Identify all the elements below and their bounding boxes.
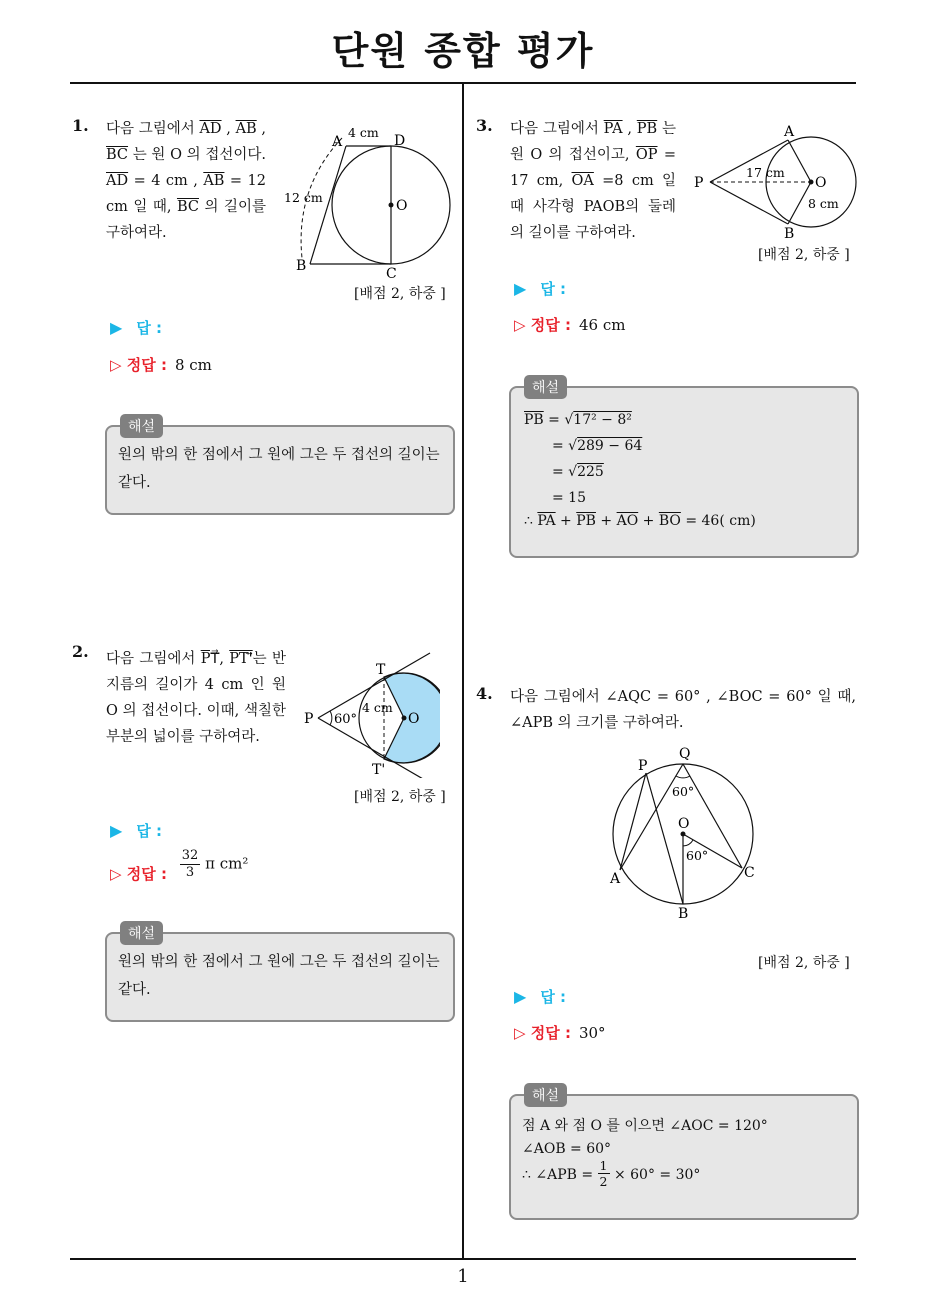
q4-label-b: B [678, 906, 689, 922]
q1-explain-tag: 해설 [120, 414, 163, 438]
q2-correct-label: ▷ 정답 : [110, 864, 167, 883]
q1-answer-label: 답 : [136, 319, 163, 337]
q3-answer-line [514, 278, 566, 299]
outline-triangle-icon: ▷ [110, 356, 127, 374]
q2-text: 다음 그림에서 $\overline{PT}⃗$, PT'⃗는 반지름의 길이가 4 cm 인 원 O 의 접선이다. 이때, 색칠한 부분의 넓이를 구하여라. [106, 651, 287, 745]
page-number: 1 [457, 1266, 469, 1287]
q4-figure [600, 740, 770, 925]
q3-score: [배점 2, 하중 ] [758, 247, 850, 263]
q4-answer-label: 답 : [540, 988, 567, 1006]
q3-label-ob: 8 cm [808, 196, 839, 211]
triangle-icon: ▶ [110, 821, 123, 840]
q1-figure [280, 118, 460, 283]
q1-score: [배점 2, 하중 ] [354, 286, 446, 302]
q4-score: [배점 2, 하중 ] [758, 955, 850, 971]
q4-explain-frac-num: 1 [599, 1158, 608, 1173]
q4-explain-box [509, 1094, 859, 1220]
triangle-icon: ▶ [514, 987, 527, 1006]
outline-triangle-icon: ▷ [514, 316, 531, 334]
q3-label-p: P [694, 175, 704, 191]
q4-explain-line-1: 점 A 와 점 O 를 이으면 ∠AOC = 120° [522, 1118, 768, 1134]
q2-explain-tag: 해설 [120, 921, 163, 945]
triangle-icon: ▶ [514, 279, 527, 298]
q1-label-ad: 4 cm [348, 125, 379, 140]
q3-text: 다음 그림에서 $\overline{PA}$ , $\overline{PB}$ 는 원 O 의 접선이고, $\overline{OP} = 17$ cm, $\overline{OA} =8$ cm 일 때 사각형 PAOB의 둘레의 길이를 구하여라. [510, 121, 677, 241]
outline-triangle-icon: ▷ [514, 1024, 531, 1042]
page-title: 단원 종합 평가 [331, 29, 595, 73]
q4-label-angle-q: 60° [672, 784, 695, 799]
q4-label-a: A [610, 871, 621, 887]
q4-correct-label: ▷ 정답 : [514, 1024, 571, 1042]
q2-correct-line [110, 848, 248, 881]
q1-label-c: C [386, 266, 397, 282]
q1-number: 1. [72, 116, 89, 135]
q3-number: 3. [476, 116, 493, 135]
q3-correct-label: ▷ 정답 : [514, 316, 571, 334]
q2-label-angle: 60° [334, 712, 358, 727]
q1-label-b: B [296, 258, 307, 274]
q1-label-o: O [396, 198, 408, 214]
q2-answer-line [110, 820, 162, 841]
q1-label-ab: 12 cm [284, 190, 323, 205]
q4-explain-tag: 해설 [524, 1083, 567, 1107]
q2-explain-text: 원의 밖의 한 점에서 그 원에 그은 두 접선의 길이는 같다. [118, 954, 440, 998]
q1-explain-text: 원의 밖의 한 점에서 그 원에 그은 두 접선의 길이는 같다. [118, 447, 440, 491]
q3-explain-line-4: = 15 [552, 490, 586, 506]
q4-explain-line-3 [522, 1158, 700, 1189]
q1-label-a: A [332, 134, 343, 150]
q4-label-q: Q [679, 746, 691, 762]
q1-label-d: D [394, 133, 406, 149]
q3-label-a: A [784, 124, 795, 140]
q3-correct-value: 46 cm [578, 316, 626, 334]
q3-explain-line-2: = √289 − 64 [552, 438, 643, 454]
q2-score: [배점 2, 하중 ] [354, 789, 446, 805]
bottom-rule [70, 1258, 856, 1260]
q4-text: 다음 그림에서 ∠AQC = 60° , ∠BOC = 60° 일 때, ∠APB 의 크기를 구하여라. [510, 689, 856, 731]
q2-figure [300, 648, 440, 778]
q3-explain-line-3: = √225 [552, 464, 604, 480]
q4-explain-line-3-pre: ∴ ∠APB = [522, 1166, 598, 1183]
q2-answer-unit: π cm² [205, 854, 249, 873]
q3-figure [688, 120, 860, 242]
column-divider [462, 84, 464, 1258]
q3-label-o: O [815, 175, 827, 191]
q2-number: 2. [72, 642, 89, 661]
q4-label-o: O [678, 816, 690, 832]
q1-correct-label: ▷ 정답 : [110, 356, 167, 374]
q3-explain-line-5: ∴ $\overline{PA} + \overline{PB} + \overline{AO} + \overline{BO} = 46$( cm) [524, 513, 756, 529]
q4-label-angle-o: 60° [686, 848, 709, 863]
q3-label-b: B [784, 226, 795, 242]
triangle-icon: ▶ [110, 318, 123, 337]
q2-answer-den: 3 [185, 865, 195, 880]
q4-label-c: C [744, 865, 755, 881]
q2-label-p: P [304, 711, 314, 727]
q2-label-t-prime: T' [372, 762, 386, 778]
q4-number: 4. [476, 684, 493, 703]
q3-explain-tag: 해설 [524, 375, 567, 399]
q1-correct-line [110, 354, 212, 375]
q2-answer-label: 답 : [136, 822, 163, 840]
q1-answer-line [110, 317, 162, 338]
q4-explain-line-3-post: × 60° = 30° [613, 1166, 701, 1183]
q3-answer-label: 답 : [540, 280, 567, 298]
q2-label-o: O [408, 711, 420, 727]
q3-explain-line-1: $\overline{PB} = √17^2 - 8^2$ [524, 412, 632, 428]
q1-correct-value: 8 cm [174, 356, 212, 374]
outline-triangle-icon: ▷ [110, 864, 127, 883]
q4-correct-line [514, 1022, 606, 1043]
q4-explain-frac-den: 2 [599, 1174, 608, 1189]
q4-label-p: P [638, 758, 648, 774]
q1-text: 다음 그림에서 $\overline{AD}$ , $\overline{AB}$ , $\overline{BC}$ 는 원 O 의 접선이다. $\overline{AD} = 4$ cm , $\overline{AB} = 12$ cm 일 때, $\overline{BC}$ 의 길이를 구하여라. [106, 121, 267, 241]
q2-label-radius: 4 cm [362, 700, 393, 715]
q2-label-t: T [376, 662, 386, 678]
q2-answer-num: 32 [181, 848, 199, 863]
q4-explain-line-2: ∠AOB = 60° [522, 1141, 612, 1157]
q4-correct-value: 30° [578, 1024, 606, 1042]
q3-label-op: 17 cm [746, 165, 785, 180]
q3-correct-line [514, 314, 625, 335]
q4-answer-line [514, 986, 566, 1007]
